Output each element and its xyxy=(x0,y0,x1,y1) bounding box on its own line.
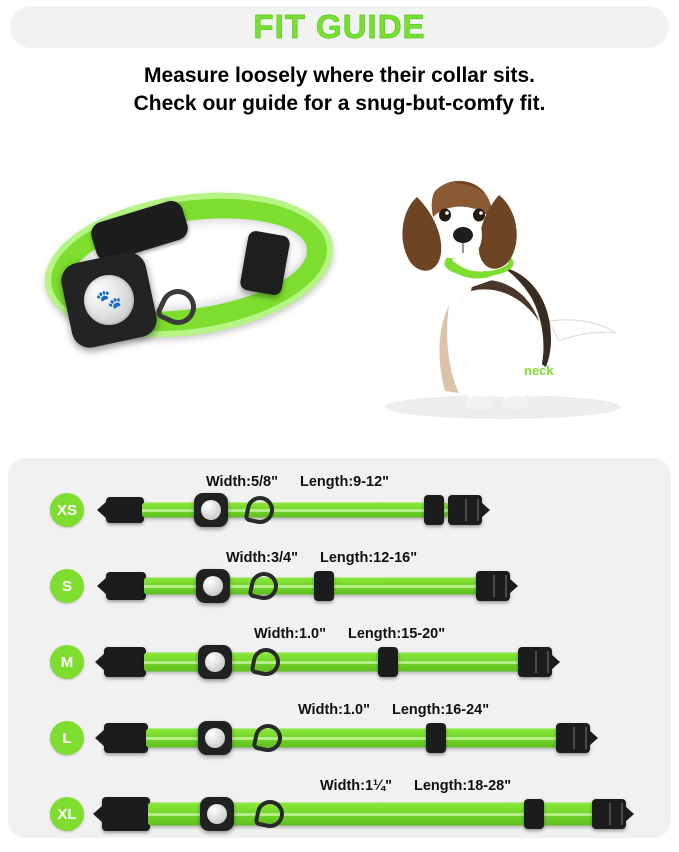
size-length-xs: Length:9-12" xyxy=(300,474,390,490)
buckle-prongs-xl xyxy=(609,803,623,825)
size-row-xl xyxy=(8,776,671,852)
airtag-disc-l xyxy=(205,728,225,748)
airtag-holder-xs xyxy=(194,493,228,527)
size-row-l xyxy=(8,700,671,776)
collar-clip-xl xyxy=(102,797,150,831)
collar-slider-m xyxy=(378,647,398,677)
collar-buckle-s xyxy=(476,571,510,601)
size-width-xl: Width:1¼" xyxy=(320,778,392,794)
size-length-s: Length:12-16" xyxy=(320,550,418,566)
buckle-prongs-m xyxy=(535,651,549,673)
size-width-m: Width:1.0" xyxy=(254,626,326,642)
size-length-xl: Length:18-28" xyxy=(414,778,512,794)
airtag-holder-m xyxy=(198,645,232,679)
airtag-holder-s xyxy=(196,569,230,603)
airtag-disc xyxy=(79,270,138,329)
collar-d-ring-m xyxy=(249,645,282,678)
size-spec-xs xyxy=(206,474,389,490)
collar-clip-s xyxy=(106,572,146,600)
size-spec-m xyxy=(254,626,445,642)
collar-buckle-xs xyxy=(448,495,482,525)
paw-icon: 🐾 xyxy=(94,286,124,314)
collar-strap-xs xyxy=(142,503,448,518)
airtag-disc-xs xyxy=(201,500,221,520)
size-chart-panel xyxy=(8,458,671,838)
size-row-m xyxy=(8,624,671,700)
beagle-illustration xyxy=(353,135,643,425)
buckle-prongs-xs xyxy=(465,499,479,521)
buckle-prongs-l xyxy=(573,727,587,749)
neck-label: neck xyxy=(524,362,554,378)
size-badge-xs: XS xyxy=(50,493,84,527)
hero-section xyxy=(0,125,679,425)
size-badge-s: S xyxy=(50,569,84,603)
airtag-holder xyxy=(58,249,160,351)
page-title: FIT GUIDE xyxy=(253,8,426,45)
size-width-l: Width:1.0" xyxy=(298,702,370,718)
size-length-l: Length:16-24" xyxy=(392,702,490,718)
collar-clip-l xyxy=(104,723,148,753)
subtitle-block xyxy=(0,62,679,119)
size-width-xs: Width:5/8" xyxy=(206,474,278,490)
size-length-m: Length:15-20" xyxy=(348,626,446,642)
size-badge-l: L xyxy=(50,721,84,755)
collar-clip-m xyxy=(104,647,146,677)
airtag-disc-m xyxy=(205,652,225,672)
collar-slider-s xyxy=(314,571,334,601)
size-spec-xl xyxy=(320,778,511,794)
collar-buckle-xl xyxy=(592,799,626,829)
collar-clip-xs xyxy=(106,497,144,523)
collar-d-ring-s xyxy=(247,569,280,602)
collar-buckle-l xyxy=(556,723,590,753)
buckle-prongs-s xyxy=(493,575,507,597)
size-badge-xl: XL xyxy=(50,797,84,831)
subtitle-line-2: Check our guide for a snug-but-comfy fit. xyxy=(133,92,546,116)
collar-product-image xyxy=(34,185,344,355)
collar-slider-xs xyxy=(424,495,444,525)
subtitle-line-1: Measure loosely where their collar sits. xyxy=(144,64,535,87)
size-row-xs xyxy=(8,472,671,548)
collar-d-ring-xs xyxy=(243,493,276,526)
collar-slider-l xyxy=(426,723,446,753)
dog-photo xyxy=(353,135,643,425)
size-spec-l xyxy=(298,702,489,718)
size-spec-s xyxy=(226,550,417,566)
size-badge-m: M xyxy=(50,645,84,679)
collar-buckle-m xyxy=(518,647,552,677)
collar-d-ring-l xyxy=(251,721,284,754)
airtag-disc-xl xyxy=(207,804,227,824)
airtag-holder-xl xyxy=(200,797,234,831)
size-row-s xyxy=(8,548,671,624)
title-banner xyxy=(10,6,669,48)
airtag-holder-l xyxy=(198,721,232,755)
airtag-disc-s xyxy=(203,576,223,596)
size-width-s: Width:3/4" xyxy=(226,550,298,566)
collar-slider-xl xyxy=(524,799,544,829)
